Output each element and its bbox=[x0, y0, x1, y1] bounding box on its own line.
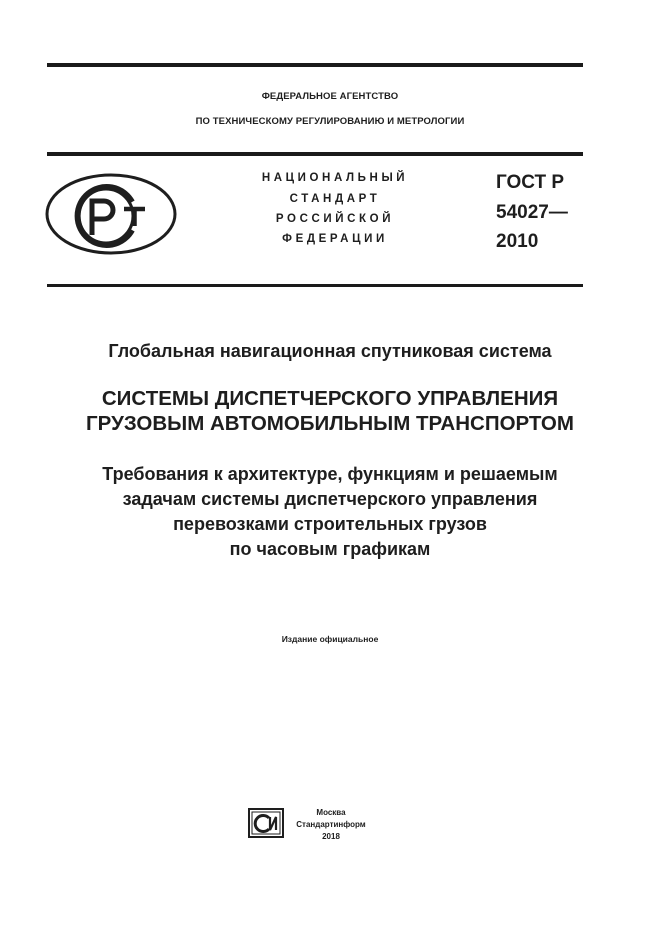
agency-name-line-1: ФЕДЕРАЛЬНОЕ АГЕНТСТВО bbox=[261, 91, 399, 102]
standard-type-line-3: РОССИЙСКОЙ bbox=[275, 213, 395, 225]
top-rule bbox=[47, 63, 583, 67]
description-line-1: Требования к архитектуре, функциям и решаемым bbox=[102, 464, 558, 484]
standard-type-line-4: ФЕДЕРАЦИИ bbox=[282, 233, 388, 245]
publisher-city: Москва bbox=[316, 808, 346, 817]
standard-type-line-1: НАЦИОНАЛЬНЫЙ bbox=[261, 172, 409, 184]
rst-logo-icon bbox=[44, 172, 178, 256]
designation-line-2: 54027— bbox=[496, 202, 568, 223]
title-line-1: СИСТЕМЫ ДИСПЕТЧЕРСКОГО УПРАВЛЕНИЯ bbox=[101, 387, 559, 410]
description-line-2: задачам системы диспетчерского управления bbox=[122, 489, 538, 509]
document-description bbox=[30, 462, 630, 562]
designation-line-1: ГОСТ Р bbox=[496, 172, 565, 193]
publisher-name: Стандартинформ bbox=[296, 820, 366, 829]
publication-year: 2018 bbox=[322, 832, 340, 841]
designation-line-3: 2010 bbox=[496, 231, 539, 252]
header-rule bbox=[47, 152, 583, 156]
description-line-4: по часовым графикам bbox=[229, 539, 431, 559]
edition-label: Издание официальное bbox=[281, 634, 379, 644]
publisher-logo-icon bbox=[248, 808, 284, 838]
document-title bbox=[30, 386, 630, 436]
title-line-2: ГРУЗОВЫМ АВТОМОБИЛЬНЫМ ТРАНСПОРТОМ bbox=[86, 412, 574, 435]
agency-name-line-2: ПО ТЕХНИЧЕСКОМУ РЕГУЛИРОВАНИЮ И МЕТРОЛОГИИ bbox=[195, 116, 465, 127]
section-rule bbox=[47, 284, 583, 287]
standard-type-line-2: СТАНДАРТ bbox=[289, 193, 381, 205]
description-line-3: перевозками строительных грузов bbox=[173, 514, 487, 534]
document-subject: Глобальная навигационная спутниковая система bbox=[108, 341, 552, 361]
